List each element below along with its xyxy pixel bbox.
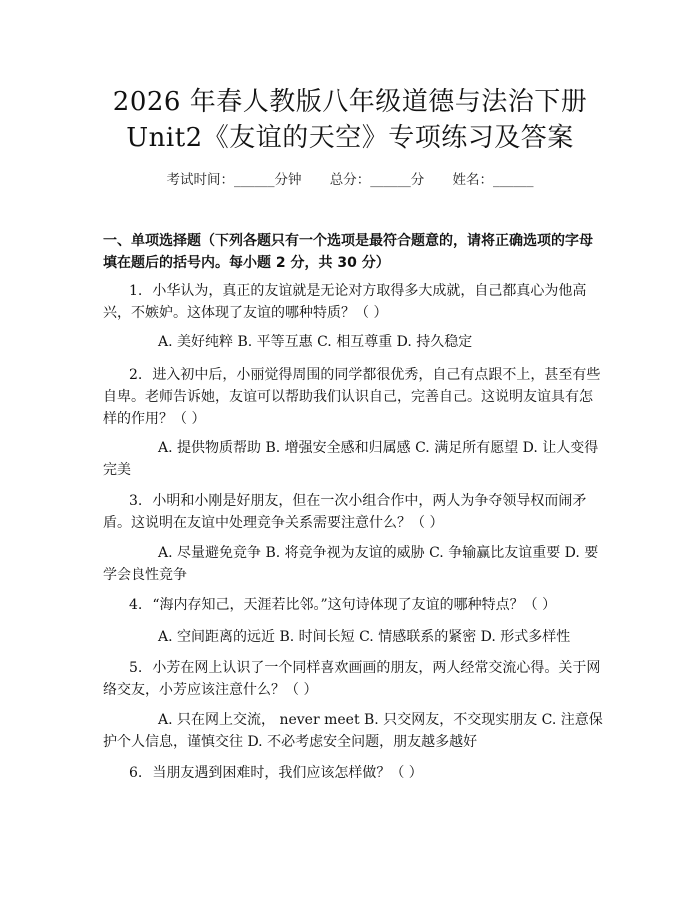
question-options: A. 美好纯粹 B. 平等互惠 C. 相互尊重 D. 持久稳定	[158, 334, 473, 350]
question-options: A. 只在网上交流， never meet B. 只交网友，不交现实朋友 C. 注意保护个人信息，谨慎交往 D. 不必考虑安全问题，朋友越多越好	[103, 712, 603, 750]
question-text: 进入初中后，小丽觉得周围的同学都很优秀，自己有点跟不上，甚至有些自卑。老师告诉她，友谊可以帮助我们认识自己，完善自己。这说明友谊具有怎样的作用？（ ）	[103, 367, 601, 427]
question-stem	[103, 490, 603, 534]
question-stem	[103, 280, 603, 324]
question-text: 小华认为，真正的友谊就是无论对方取得多大成就，自己都真心为他高兴，不嫉妒。这体现了友谊的哪种特质？（ ）	[103, 283, 587, 321]
question-stem	[103, 762, 603, 784]
exam-meta	[0, 168, 700, 188]
question-text: 小芳在网上认识了一个同样喜欢画画的朋友，两人经常交流心得。关于网络交友，小芳应该注意什么？（ ）	[103, 660, 601, 698]
question-number: 2.	[129, 367, 143, 383]
question-stem	[103, 657, 603, 701]
exam-name	[453, 172, 534, 188]
exam-time	[166, 172, 301, 188]
exam-score	[330, 172, 425, 188]
exam-time-blank: ______	[233, 172, 275, 188]
question-text: 小明和小刚是好朋友，但在一次小组合作中，两人为争夺领导权而闹矛盾。这说明在友谊中处理竞争关系需要注意什么？（ ）	[103, 493, 587, 531]
exam-name-label: 姓名：	[452, 172, 494, 188]
question-text: “海内存知己，天涯若比邻。”这句诗体现了友谊的哪种特点？（ ）	[152, 597, 557, 613]
exam-time-unit: 分钟	[274, 172, 302, 188]
question-options: A. 空间距离的远近 B. 时间长短 C. 情感联系的紧密 D. 形式多样性	[158, 629, 571, 645]
exam-time-label: 考试时间：	[166, 172, 234, 188]
question-number: 1.	[129, 283, 143, 299]
question-number: 3.	[129, 493, 143, 509]
question-options: A. 提供物质帮助 B. 增强安全感和归属感 C. 满足所有愿望 D. 让人变得完美	[103, 440, 599, 478]
section-title: 一、单项选择题（下列各题只有一个选项是最符合题意的，请将正确选项的字母填在题后的括号内。每小题 2 分，共 30 分）	[103, 233, 593, 271]
question-stem	[103, 594, 603, 616]
exam-name-blank: ______	[493, 172, 534, 188]
question-number: 5.	[129, 660, 143, 676]
exam-score-blank: ______	[370, 172, 411, 188]
exam-score-unit: 分	[410, 172, 425, 188]
document-title-line1: 2026 年春人教版八年级道德与法治下册	[112, 87, 588, 117]
exam-score-label: 总分：	[329, 172, 371, 188]
question-number: 6.	[129, 765, 143, 781]
document-title-line2: Unit2《友谊的天空》专项练习及答案	[126, 123, 574, 153]
question-text: 当朋友遇到困难时，我们应该怎样做？（ ）	[152, 765, 423, 781]
question-stem	[103, 364, 603, 430]
question-options: A. 尽量避免竞争 B. 将竞争视为友谊的威胁 C. 争输赢比友谊重要 D. 要学会良性竞争	[103, 545, 599, 583]
question-number: 4.	[129, 597, 143, 613]
